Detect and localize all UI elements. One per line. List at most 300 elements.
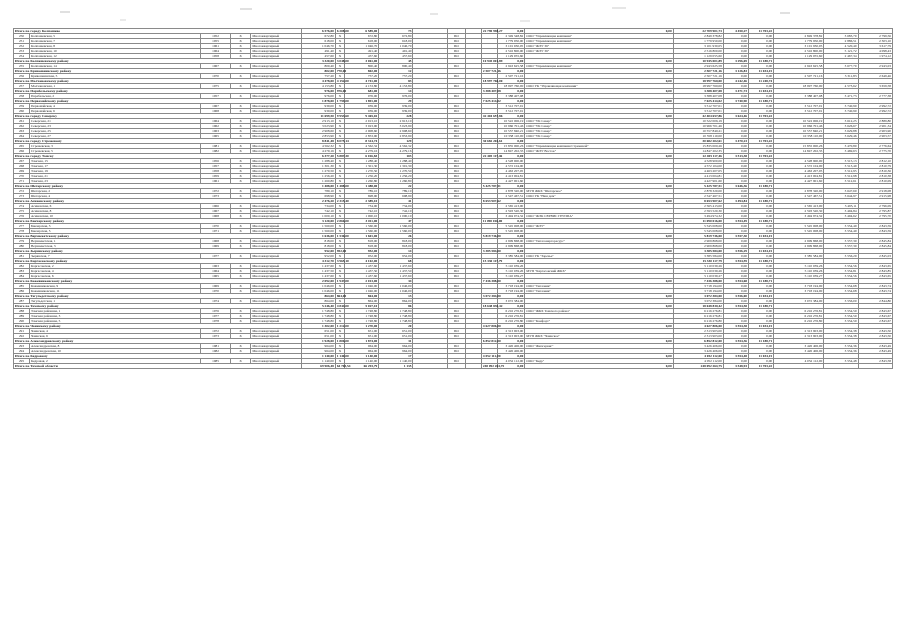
- row-rate-b: 2 810,09: [858, 179, 892, 184]
- row-rate-b: 2 810,36: [858, 169, 892, 174]
- row-zero: 0,00: [723, 119, 748, 124]
- row-type: Многоквартирный: [251, 144, 301, 149]
- group-total-value: 6 016,83: [344, 154, 378, 159]
- group-total-value: 22 790 998,27: [482, 29, 503, 33]
- row-area-living: 1 437,50: [344, 269, 378, 274]
- row-rate-b: 2 843,85: [858, 269, 892, 274]
- row-type: Многоквартирный: [251, 274, 301, 279]
- row-area-total: 939,00: [379, 109, 413, 114]
- row-total: 15 835 000,26: [673, 144, 723, 149]
- row-number: 286: [14, 289, 30, 294]
- group-total-value: 11 188,71: [748, 184, 773, 189]
- row-flag: X: [335, 189, 344, 194]
- row-year: 1957: [201, 94, 231, 99]
- group-total-value: 86: [379, 304, 413, 309]
- row-sum: 4 413 004,81: [497, 174, 524, 179]
- row-area: 1 140,00: [301, 359, 335, 364]
- group-total-label: Итого по Шегарскому району: [14, 184, 302, 189]
- group-total-value: 18 997 760,00: [482, 79, 503, 83]
- group-total-value: 4 478,00: [301, 79, 335, 84]
- group-total-value: 83: [379, 79, 413, 84]
- row-total-repeat: 2 565 413,00: [774, 204, 824, 209]
- row-rate-a: 3 683,70: [824, 34, 858, 39]
- row-type: Многоквартирный: [251, 84, 301, 89]
- group-total-value: 7 436 388,00: [673, 279, 723, 284]
- row-management-company: ООО "УК Север": [525, 124, 673, 129]
- row-area-living: 1 437,60: [344, 264, 378, 269]
- housing-register-table: [13, 28, 893, 369]
- row-year: 1967: [201, 209, 231, 214]
- row-type: Многоквартирный: [251, 334, 301, 339]
- row-number: 252: [14, 44, 30, 49]
- group-total-value: 0,00: [525, 79, 673, 84]
- row-address: Зырянская, 7: [29, 254, 200, 259]
- row-total: 3 385 584,00: [673, 254, 723, 259]
- row-area-total: 1 046,00: [379, 284, 413, 289]
- row-zero: 0,00: [723, 269, 748, 274]
- group-total-value: 3 388 407,08: [673, 89, 723, 94]
- row-address: Кожевниковская, 9: [29, 284, 200, 289]
- group-total-value: 69 906,48: [301, 364, 335, 369]
- row-address: Первомайская, 4: [29, 104, 200, 109]
- row-number: 284: [14, 274, 30, 279]
- row-rate-b: 2 992,72: [858, 104, 892, 109]
- group-total-value: 103: [379, 154, 413, 159]
- row-unit: ПО: [447, 214, 465, 219]
- row-zero: 0,00: [723, 239, 748, 244]
- row-management-company: ООО "Управляющая компания": [525, 64, 673, 69]
- row-total-repeat: 3 494 974,32: [774, 214, 824, 219]
- row-flag: X: [230, 309, 251, 314]
- group-total-value: 0,00: [497, 114, 524, 119]
- row-area-living: 698,90: [344, 194, 378, 199]
- row-area-total: 1 748,80: [379, 319, 413, 324]
- row-total: 2 516 800,00: [673, 49, 723, 54]
- row-number: 277: [14, 224, 30, 229]
- row-area: 618,00: [301, 39, 335, 44]
- row-area: 939,00: [301, 109, 335, 114]
- row-zero: 0,00: [723, 179, 748, 184]
- group-total-value: 4 450,27: [723, 29, 748, 34]
- row-zero: 0,00: [748, 359, 773, 364]
- row-rate-b: 2 889,80: [858, 119, 892, 124]
- row-address: Томская, 23: [29, 179, 200, 184]
- row-flag: X: [335, 104, 344, 109]
- row-area: 800,40: [301, 64, 335, 69]
- row-year: 1961: [201, 179, 231, 184]
- row-sum: 15 835 000,26: [497, 144, 524, 149]
- row-area-total: 1 260,80: [379, 179, 413, 184]
- row-management-company: ООО "Теплоэнергоресурс": [525, 239, 673, 244]
- row-unit: ПО: [447, 239, 465, 244]
- row-sum: 4 528 900,00: [497, 159, 524, 164]
- table-cell: [824, 364, 858, 369]
- row-zero: 0,00: [723, 329, 748, 334]
- row-number: 257: [14, 84, 30, 89]
- row-unit: ПО: [447, 134, 465, 139]
- row-rate-b: 2 843,67: [858, 319, 892, 324]
- row-total-repeat: 5 110 039,27: [774, 274, 824, 279]
- row-total-repeat: 3 426 406,00: [774, 344, 824, 349]
- row-type: Многоквартирный: [251, 229, 301, 234]
- row-total: 2 943 625,58: [673, 64, 723, 69]
- row-number: 255: [14, 64, 30, 69]
- row-total: 3 101 930,05: [673, 44, 723, 49]
- row-zero: 0,00: [748, 214, 773, 219]
- row-flag: X: [335, 149, 344, 154]
- group-total-value: 11 703,22: [748, 29, 773, 34]
- row-total-repeat: 5 110 039,26: [774, 269, 824, 274]
- row-number: 274: [14, 204, 30, 209]
- row-area-total: 1 000,10: [379, 214, 413, 219]
- group-total-value: 11 188,71: [748, 259, 773, 264]
- row-flag: X: [335, 274, 344, 279]
- row-zero: 0,00: [723, 314, 748, 319]
- row-number: 268: [14, 164, 30, 169]
- row-zero: 0,00: [723, 189, 748, 194]
- row-year: 1975: [201, 84, 231, 89]
- row-zero: 0,00: [723, 74, 748, 79]
- row-unit: ПО: [447, 349, 465, 354]
- group-total-value: 802,00: [344, 69, 378, 74]
- row-area-living: 1 140,00: [344, 359, 378, 364]
- row-type: Многоквартирный: [251, 74, 301, 79]
- row-total: 6 216 276,81: [673, 314, 723, 319]
- row-sum: 1 129 055,60: [497, 54, 524, 59]
- row-flag: X: [335, 159, 344, 164]
- row-zero: 0,00: [723, 34, 748, 39]
- row-area-total: 1 046,00: [379, 289, 413, 294]
- row-rate-a: 3 629,88: [824, 129, 858, 134]
- row-total-repeat: 2 878 320,00: [774, 189, 824, 194]
- row-area: 939,00: [301, 104, 335, 109]
- group-total-value: 11 188,71: [748, 59, 773, 64]
- row-sum: 4 463 207,05: [497, 169, 524, 174]
- row-zero: 0,00: [723, 49, 748, 54]
- group-total-value: 2 315,40: [336, 199, 349, 203]
- group-total-value: 11 703,22: [748, 364, 773, 369]
- row-area-total: 651,00: [379, 329, 413, 334]
- row-year: 1985: [201, 359, 231, 364]
- row-zero: 0,00: [748, 189, 773, 194]
- row-area-total: 818,00: [379, 239, 413, 244]
- group-total-value: 3 120,00: [301, 219, 335, 224]
- group-total-value: 6 576,00: [301, 29, 335, 34]
- row-area: 818,00: [301, 244, 335, 249]
- row-sum: 10 522 006,19: [497, 119, 524, 124]
- group-total-value: 0,00: [525, 99, 673, 104]
- row-number: 288: [14, 309, 30, 314]
- row-zero: 0,00: [748, 134, 773, 139]
- row-flag: X: [230, 149, 251, 154]
- row-flag: X: [230, 329, 251, 334]
- row-zero: 0,00: [748, 44, 773, 49]
- row-type: Многоквартирный: [251, 214, 301, 219]
- row-flag: X: [230, 299, 251, 304]
- row-type: Многоквартирный: [251, 129, 301, 134]
- row-address: Стрежевская, 5: [29, 149, 200, 154]
- row-area-total: 1 256,20: [379, 174, 413, 179]
- row-unit: ПО: [447, 159, 465, 164]
- row-area-total: 1 046,70: [379, 44, 413, 49]
- row-rate-b: 2 795,87: [858, 209, 892, 214]
- group-total-value: 0,00: [497, 59, 524, 64]
- group-total-value: 3 126,83: [723, 69, 748, 74]
- group-total-label: Итого по Молчановскому району: [14, 79, 302, 84]
- row-area-living: 1 046,00: [344, 289, 378, 294]
- row-address: Кривошеинская, 5: [29, 74, 200, 79]
- group-total-value: 11 034,15: [748, 324, 773, 329]
- group-total-value: 0,00: [525, 219, 673, 224]
- group-total-value: 2 476,20: [301, 199, 335, 204]
- group-total-value: 10 945 001,89: [482, 59, 503, 63]
- group-total-value: 1 488,00: [344, 184, 378, 189]
- row-sum: 5 110 039,27: [497, 274, 524, 279]
- row-sum: 2 313 903,00: [497, 329, 524, 334]
- row-flag: X: [335, 359, 344, 364]
- row-rate-b: 4 098,43: [858, 49, 892, 54]
- row-management-company: ООО УК "Наш дом": [525, 194, 673, 199]
- row-rate-a: 3 554,56: [824, 274, 858, 279]
- row-management-company: ООО "Жилсервис": [525, 344, 673, 349]
- row-sum: 2 909 868,00: [497, 239, 524, 244]
- row-area-living: 651,00: [344, 329, 378, 334]
- row-sum: 10 966 701,46: [497, 124, 524, 129]
- row-year: 1976: [201, 309, 231, 314]
- row-area-living: 818,00: [344, 244, 378, 249]
- group-total-value: 2 507 721,16: [673, 69, 723, 74]
- row-year: 1956: [201, 159, 231, 164]
- row-flag: X: [335, 204, 344, 209]
- row-rate-a: 3 740,90: [824, 109, 858, 114]
- row-rate-a: 3 554,49: [824, 224, 858, 229]
- row-area-total: 789,10: [379, 189, 413, 194]
- group-total-value: 0,00: [497, 89, 524, 94]
- row-flag: X: [335, 134, 344, 139]
- row-total-repeat: 6 216 276,81: [774, 309, 824, 314]
- row-zero: 0,00: [748, 49, 773, 54]
- row-zero: 0,00: [723, 134, 748, 139]
- row-total-repeat: 2 313 903,00: [774, 329, 824, 334]
- row-area-living: 1 748,80: [344, 314, 378, 319]
- row-unit: ПО: [447, 124, 465, 129]
- row-area-living: 651,00: [344, 334, 378, 339]
- row-management-company: ООО "ЖЭУ": [525, 224, 673, 229]
- row-flag: X: [335, 94, 344, 99]
- row-flag: X: [230, 274, 251, 279]
- row-unit: ПО: [447, 334, 465, 339]
- row-rate-a: 3 554,59: [824, 309, 858, 314]
- row-rate-b: 2 844,80: [858, 299, 892, 304]
- row-address: Стрежевская, 3: [29, 144, 200, 149]
- row-area-total: 2 913,10: [379, 119, 413, 124]
- row-rate-b: 3 659,58: [858, 84, 892, 89]
- row-management-company: ООО "Управляющая компания Стрежевой": [525, 144, 673, 149]
- group-total-value: 864,00: [336, 294, 347, 298]
- row-total-repeat: 2 849 378,82: [774, 34, 824, 39]
- group-total-value: 15 330 117,79: [673, 259, 723, 264]
- group-total-value: 11 034,15: [748, 69, 773, 74]
- row-area-living: 964,00: [344, 344, 378, 349]
- row-zero: 0,00: [748, 109, 773, 114]
- row-rate-a: 2 886,51: [824, 39, 858, 44]
- row-area-living: 800,40: [344, 64, 378, 69]
- group-total-value: 31: [379, 339, 413, 344]
- row-total: 5 545 008,00: [673, 224, 723, 229]
- row-unit: ПО: [447, 189, 465, 194]
- group-total-value: 11 090 016,00: [673, 219, 723, 224]
- group-total-value: 18 648 830,42: [482, 304, 503, 308]
- group-total-value: 34: [379, 279, 413, 284]
- row-rate-b: 2 776,64: [858, 144, 892, 149]
- row-flag: X: [230, 34, 251, 39]
- group-total-value: 5 819 736,00: [673, 234, 723, 239]
- row-type: Многоквартирный: [251, 319, 301, 324]
- row-address: Первомайская, 6: [29, 109, 200, 114]
- row-number: 253: [14, 49, 30, 54]
- row-zero: 0,00: [748, 309, 773, 314]
- row-total: 2 313 903,00: [673, 329, 723, 334]
- row-area-total: 651,00: [379, 334, 413, 339]
- row-zero: 0,00: [723, 214, 748, 219]
- group-total-value: 5 027,10: [344, 304, 378, 309]
- row-area: 952,00: [301, 254, 335, 259]
- row-rate-b: 2 918,08: [858, 189, 892, 194]
- row-area-living: 964,00: [344, 349, 378, 354]
- group-total-value: 0,00: [525, 89, 673, 94]
- row-zero: 0,00: [748, 314, 773, 319]
- row-number: 256: [14, 74, 30, 79]
- row-unit: ПО: [447, 119, 465, 124]
- row-flag: X: [230, 204, 251, 209]
- row-year: 1955: [201, 39, 231, 44]
- row-area-living: 952,00: [344, 254, 378, 259]
- row-total-repeat: 4 413 004,81: [774, 174, 824, 179]
- group-total-label: Итого по Асиновскому району: [14, 199, 302, 204]
- row-area: 1 046,70: [301, 44, 335, 49]
- row-type: Многоквартирный: [251, 119, 301, 124]
- row-flag: X: [230, 39, 251, 44]
- row-sum: 5 545 008,00: [497, 224, 524, 229]
- group-total-value: 0,00: [525, 154, 673, 159]
- group-total-value: 11 188,71: [748, 339, 773, 344]
- row-area: 672,80: [301, 34, 335, 39]
- table-cell: [774, 364, 824, 369]
- row-rate-b: 2 843,50: [858, 334, 892, 339]
- row-year: 1967: [201, 64, 231, 69]
- row-total: 5 110 039,26: [673, 264, 723, 269]
- row-area-living: 939,00: [344, 109, 378, 114]
- row-type: Многоквартирный: [251, 329, 301, 334]
- row-number: 262: [14, 124, 30, 129]
- row-zero: 0,00: [723, 204, 748, 209]
- row-rate-b: 2 843,59: [858, 229, 892, 234]
- row-total-repeat: 3 512 707,01: [774, 109, 824, 114]
- row-address: Тегульдетская, 1: [29, 299, 200, 304]
- row-total-repeat: 2 547 467,51: [774, 194, 824, 199]
- row-zero: 0,00: [748, 124, 773, 129]
- group-total-value: 248 092 264,75: [673, 364, 723, 369]
- row-sum: 3 385 584,00: [497, 254, 524, 259]
- row-area-total: 618,00: [379, 39, 413, 44]
- group-total-value: [413, 364, 447, 369]
- row-zero: 0,00: [748, 64, 773, 69]
- row-zero: 0,00: [723, 209, 748, 214]
- group-total-value: 802,00: [301, 69, 335, 74]
- row-zero: 0,00: [723, 264, 748, 269]
- group-total-value: 3 513,38: [723, 154, 748, 159]
- row-zero: 0,00: [748, 149, 773, 154]
- row-zero: 0,00: [723, 349, 748, 354]
- row-number: 267: [14, 159, 30, 164]
- group-total-value: 73: [379, 29, 413, 34]
- row-zero: 0,00: [723, 229, 748, 234]
- group-total-value: 1 488,00: [336, 184, 349, 188]
- row-rate-a: 3 494,62: [824, 214, 858, 219]
- group-total-value: 0,00: [525, 354, 673, 359]
- row-area-total: 757,20: [379, 74, 413, 79]
- group-total-value: 13: [379, 294, 413, 299]
- row-year: 1962: [201, 124, 231, 129]
- group-total-value: 3 471,73: [723, 89, 748, 94]
- row-rate-a: 3 644,97: [824, 194, 858, 199]
- row-type: Многоквартирный: [251, 299, 301, 304]
- group-total-value: 22 405 117,46: [673, 154, 723, 159]
- row-sum: 3 512 707,01: [497, 109, 524, 114]
- row-area-living: 1 288,40: [344, 159, 378, 164]
- group-total-value: 0,00: [525, 294, 673, 299]
- row-rate-b: 2 303,10: [858, 39, 892, 44]
- row-year: 1974: [201, 299, 231, 304]
- group-total-value: 0,00: [497, 279, 524, 284]
- row-flag: X: [335, 244, 344, 249]
- row-total: 2 565 413,00: [673, 204, 723, 209]
- row-address: Каргасокская, 6: [29, 274, 200, 279]
- row-rate-a: 3 557,30: [824, 239, 858, 244]
- row-rate-b: 2 843,67: [858, 314, 892, 319]
- row-total-repeat: 5 110 039,26: [774, 264, 824, 269]
- row-flag: X: [230, 179, 251, 184]
- row-address: Шегарская, 2: [29, 189, 200, 194]
- row-address: Чаинская, 6: [29, 334, 200, 339]
- group-total-value: 3 554,59: [723, 259, 748, 264]
- row-total-repeat: 2 593 520,30: [774, 209, 824, 214]
- row-sum: 3 718 194,00: [497, 289, 524, 294]
- group-total-value: 3 554,68: [723, 279, 748, 284]
- row-flag: X: [230, 284, 251, 289]
- group-total-value: 0,00: [497, 79, 524, 84]
- row-flag: X: [230, 344, 251, 349]
- row-rate-a: 3 554,56: [824, 264, 858, 269]
- row-number: 271: [14, 179, 30, 184]
- row-number: 287: [14, 299, 30, 304]
- group-total-value: 228: [379, 114, 413, 119]
- row-area-living: 734,00: [344, 204, 378, 209]
- row-area-total: 4 279,16: [379, 149, 413, 154]
- row-total: 6 216 276,80: [673, 319, 723, 324]
- row-sum: 5 110 039,26: [497, 269, 524, 274]
- row-management-company: ООО "Тепловик": [525, 284, 673, 289]
- row-total: 5 545 008,00: [673, 229, 723, 234]
- row-flag: X: [230, 359, 251, 364]
- row-zero: 0,00: [748, 254, 773, 259]
- row-total: 3 072 384,00: [673, 299, 723, 304]
- row-year: 1952: [201, 34, 231, 39]
- group-total-label: Итого по городу Северску: [14, 114, 302, 119]
- row-sum: 1 779 950,00: [497, 39, 524, 44]
- group-total-value: 17: [379, 354, 413, 359]
- row-area: 2 913,10: [301, 119, 335, 124]
